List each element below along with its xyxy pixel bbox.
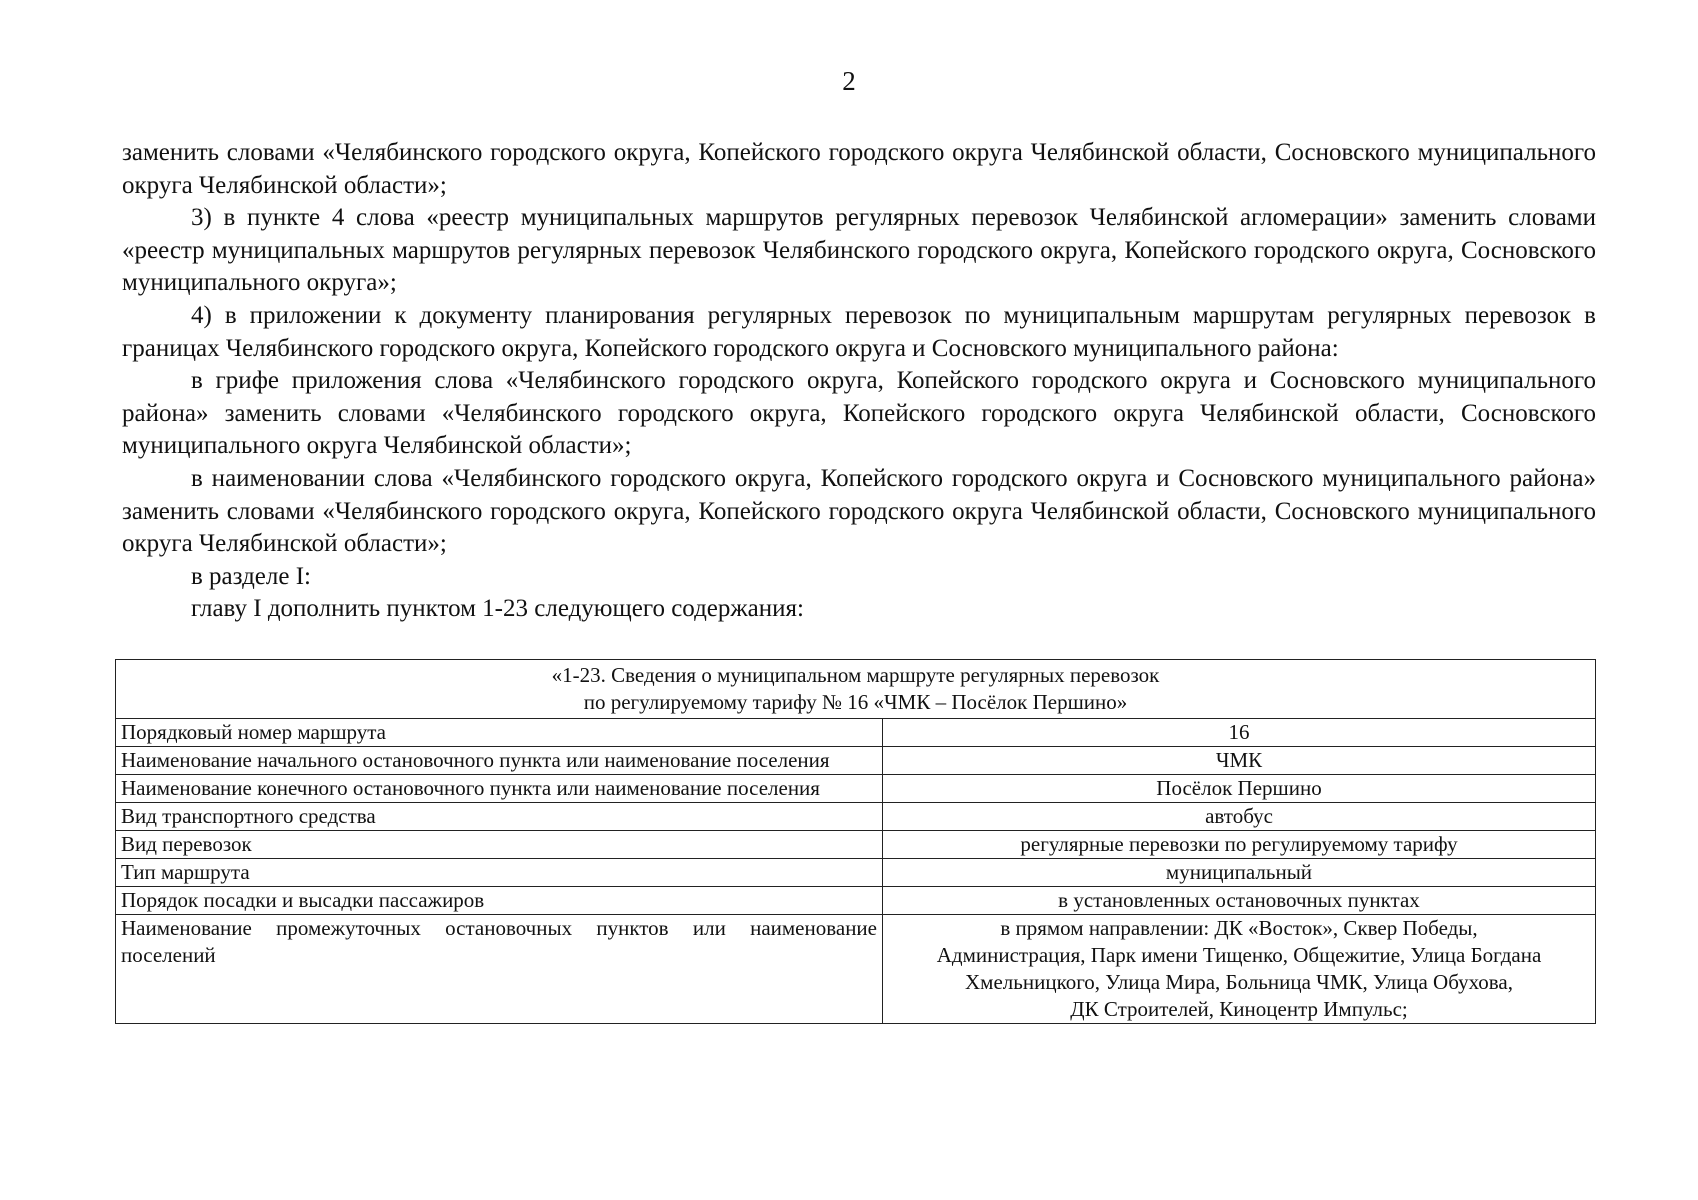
table-caption-line-2: по регулируемому тарифу № 16 «ЧМК – Посёлок Першино» [583,690,1128,714]
route-info-table [115,659,1596,1024]
stops-line-4: ДК Строителей, Киноцентр Импульс; [1070,997,1408,1021]
stops-line-1: в прямом направлении: ДК «Восток», Сквер Победы, [1000,916,1478,940]
row-label: Наименование промежуточных остановочных пунктов или наименование поселений [116,915,883,1024]
table-row [116,775,1596,803]
table-row [116,719,1596,747]
row-value: ЧМК [883,747,1596,775]
row-label: Порядковый номер маршрута [116,719,883,747]
paragraph-7: главу I дополнить пунктом 1-23 следующего содержания: [191,595,804,623]
paragraph-3: 4) в приложении к документу планирования регулярных перевозок по муниципальным маршрутам регулярных перевозок в границах Челябинского городского округа, Копейского городского округа и Сосновского муниципального района: [122,301,1596,362]
paragraph-2: 3) в пункте 4 слова «реестр муниципальных маршрутов регулярных перевозок Челябинской агломерации» заменить словами «реестр муниципальных маршрутов регулярных перевозок Челябинского городского округа, Копейского городского округа, Сосновского муниципального округа»; [122,204,1596,297]
row-value: муниципальный [883,859,1596,887]
table-caption-row [116,660,1596,719]
row-label: Вид транспортного средства [116,803,883,831]
document-body [122,137,1596,626]
stops-line-3: Хмельницкого, Улица Мира, Больница ЧМК, Улица Обухова, [965,970,1513,994]
row-label: Наименование конечного остановочного пункта или наименование поселения [116,775,883,803]
paragraph-5: в наименовании слова «Челябинского городского округа, Копейского городского округа и Сосновского муниципального района» заменить словами «Челябинского городского округа, Копейского городского округа Челябинской области, Сосновского муниципального округа Челябинской области»; [122,464,1596,558]
page-number: 2 [842,66,856,96]
stops-line-2: Администрация, Парк имени Тищенко, Общежитие, Улица Богдана [936,943,1542,967]
table-row [116,747,1596,775]
table-row [116,915,1596,1024]
table-row [116,859,1596,887]
paragraph-4: в грифе приложения слова «Челябинского городского округа, Копейского городского округа и Сосновского муниципального района» заменить словами «Челябинского городского округа, Копейского городского округа Челябинской области, Сосновского муниципального округа Челябинской области»; [122,367,1596,460]
row-label: Вид перевозок [116,831,883,859]
table-row [116,803,1596,831]
row-value: Посёлок Першино [883,775,1596,803]
row-value: регулярные перевозки по регулируемому тарифу [883,831,1596,859]
row-label: Тип маршрута [116,859,883,887]
paragraph-6: в разделе I: [191,562,311,590]
table-row [116,887,1596,915]
row-value: в установленных остановочных пунктах [883,887,1596,915]
table-caption-line-1: «1-23. Сведения о муниципальном маршруте регулярных перевозок [551,663,1160,687]
table-row [116,831,1596,859]
row-value: 16 [883,719,1596,747]
row-value: автобус [883,803,1596,831]
table-caption [116,660,1596,719]
row-value [883,915,1596,1024]
paragraph-1: заменить словами «Челябинского городского округа, Копейского городского округа Челябинской области, Сосновского муниципального округа Челябинской области»; [122,139,1596,199]
row-label: Порядок посадки и высадки пассажиров [116,887,883,915]
row-label: Наименование начального остановочного пункта или наименование поселения [116,747,883,775]
